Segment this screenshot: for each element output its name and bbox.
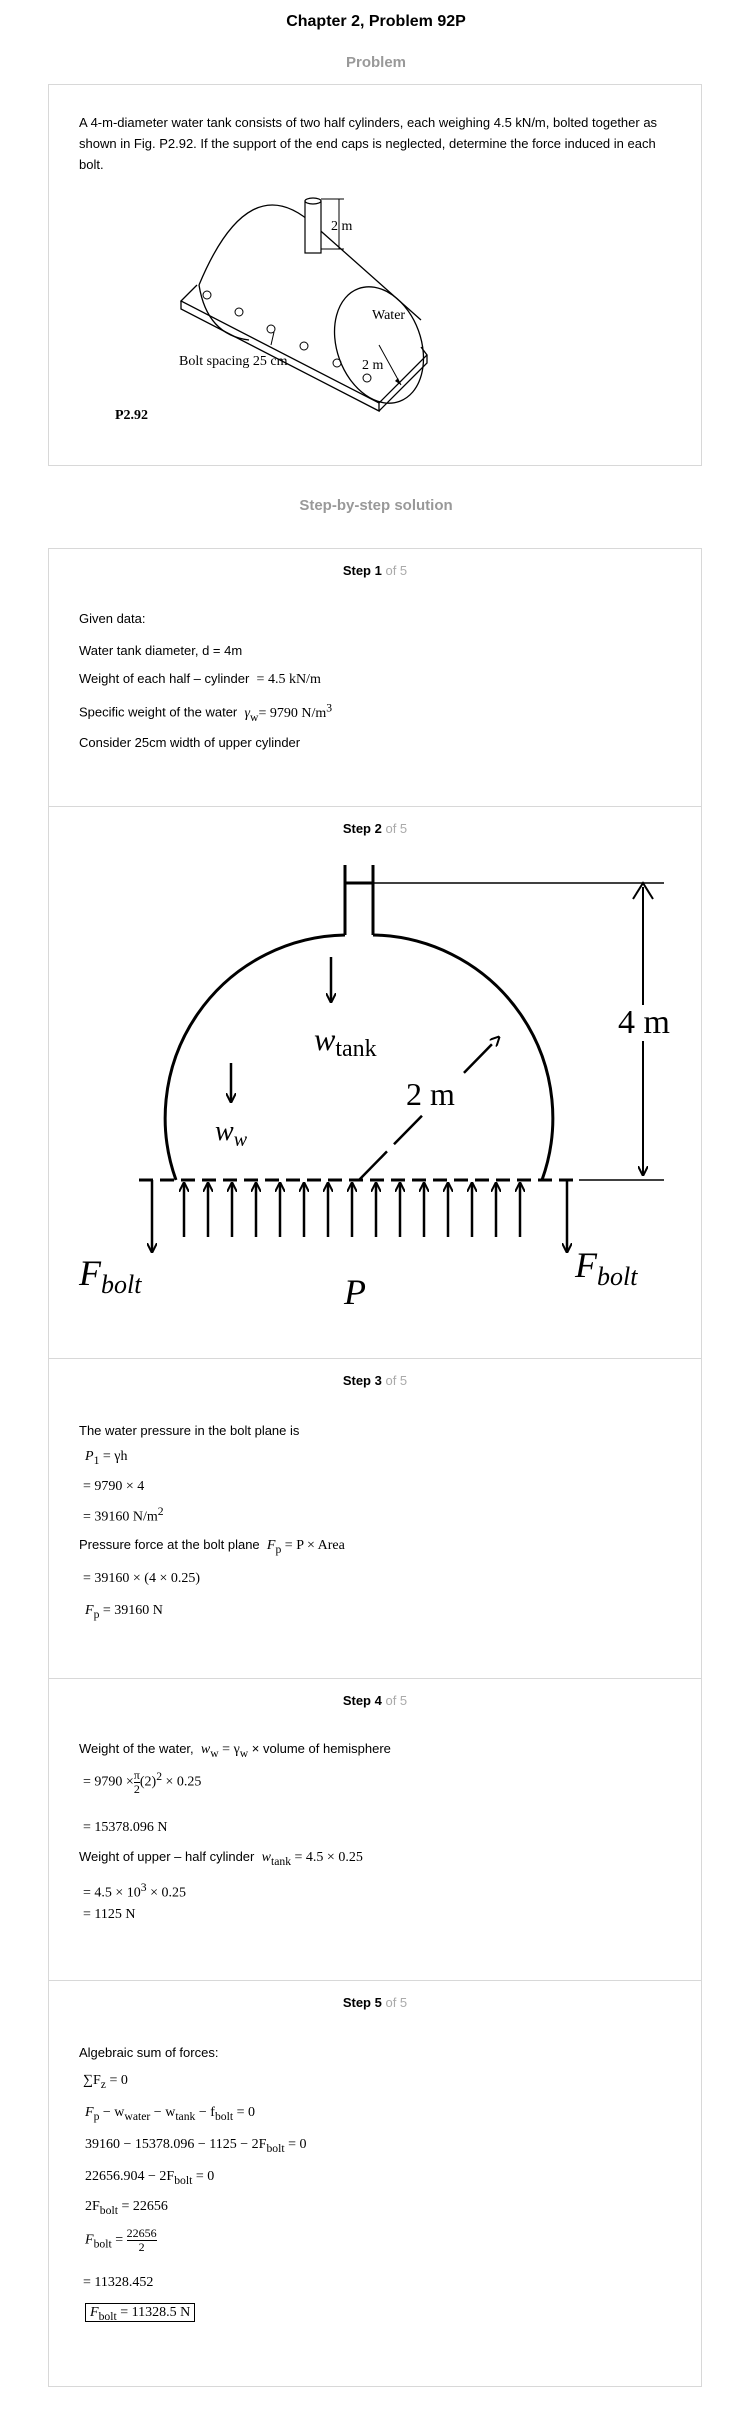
eq-p1: $P_1 = \gamma h$ [85,1449,128,1467]
step-2 [48,806,702,1358]
eq-p1-value: = 9790 × 4 [83,1479,145,1494]
bolt-hole [235,308,243,316]
eq-p1-result: = 39160 $N/m^2$ [83,1505,164,1525]
eq-balance: $F_p - w_{water} - w_{tank} - f_{bolt} = 0$ [85,2105,255,2123]
page-title: Chapter 2, Problem 92P [286,13,466,30]
step-4 [48,1678,702,1980]
final-answer: $F_{bolt} = 11328.5$ N [85,2305,195,2323]
specific-weight: Specific weight of the water $\gamma_w= 9790$ $N/m^3$ [79,701,333,724]
water-label: Water [372,308,406,323]
dim-top-label: 2 m [331,219,353,234]
step-5 [48,1980,702,2387]
eq-wtank: = $4.5 \times 10^3 \times 0.25$ [83,1881,187,1901]
half-cylinder-weight: Weight of each half – cylinder = 4.5 kN/m [79,671,321,687]
tank-diameter: Water tank diameter, d = 4m [79,643,243,658]
figure-id: P2.92 [115,408,149,423]
tank-weight-line: Weight of upper – half cylinder $w_{tank} = 4.5 \times 0.25$ [79,1849,363,1868]
water-weight-line: Weight of the water, $w_w = \gamma_w$ × volume of hemisphere [79,1741,391,1760]
bolt-hole [333,359,341,367]
eq-fp-value: = 39160 × (4 × 0.25) [83,1571,201,1586]
height-label: 4 m [618,1004,670,1041]
bolt-hole [267,325,275,333]
eq-sum-fz: $\sum F_z = 0$ [83,2073,128,2091]
free-body-diagram [49,837,703,1357]
riser-pipe [305,201,321,253]
eq-fbolt-fraction: $F_{bolt}$ = $\frac{22656}{2}$ [85,2226,157,2254]
width-note: Consider 25cm width of upper cylinder [79,735,301,750]
eq-substituted: $39160 - 15378.096 - 1125 - 2F_{bolt} = 0$ [85,2137,307,2155]
step-heading: Step 2 of 5 [342,821,408,836]
eq-simplified: $22656.904 - 2F_{bolt} = 0$ [85,2169,215,2187]
pressure-force-line: Pressure force at the bolt plane $F_p = P$ × Area [79,1537,345,1556]
eq-2fbolt: $2F_{bolt} = 22656$ [85,2199,168,2217]
ww-label: $w_w$ [215,1116,248,1151]
problem-card [48,84,702,466]
radius-label: 2 m [362,358,384,373]
eq-fp-result: $F_p = 39160$ N [85,1603,163,1621]
radius-label: 2 m [406,1076,455,1112]
eq-ww-result: = 15378.096 N [83,1820,168,1835]
bolt-hole [203,291,211,299]
sum-forces-label: Algebraic sum of forces: [79,2045,219,2060]
pressure-intro: The water pressure in the bolt plane is [79,1423,300,1438]
problem-label: Problem [345,54,406,71]
eq-ww: = 9790 × $\frac{\pi}{2}$ $(2)^2 \times 0.25$ [83,1768,202,1796]
bolt-hole [300,342,308,350]
step-heading: Step 1 of 5 [342,563,408,578]
bolt-spacing-label: Bolt spacing 25 cm [179,354,288,369]
given-label: Given data: [79,611,146,626]
eq-fbolt-value: = 11328.452 [83,2275,154,2290]
problem-figure [49,185,703,465]
pressure-label: P [344,1272,366,1312]
step-heading: Step 5 of 5 [342,1995,408,2010]
bolt-hole [363,374,371,382]
problem-text: A 4-m-diameter water tank consists of two half cylinders, each weighing 4.5 kN/m, bolted together as shown in Fig. P2.92. If the support of the end caps is neglected, determine the force induced in each bolt. [79,115,658,172]
step-1 [48,548,702,806]
step-3 [48,1358,702,1678]
fbolt-right-label: $F_{bolt}$ [575,1245,638,1291]
eq-wtank-result: = 1125 N [83,1907,136,1922]
solution-label: Step-by-step solution [299,497,453,514]
fbolt-left-label: $F_{bolt}$ [79,1253,142,1299]
step-heading: Step 4 of 5 [342,1693,408,1708]
pressure-arrows [184,1183,520,1237]
wtank-label: wtank [314,1021,377,1062]
flange [181,285,427,403]
step-heading: Step 3 of 5 [342,1373,408,1388]
